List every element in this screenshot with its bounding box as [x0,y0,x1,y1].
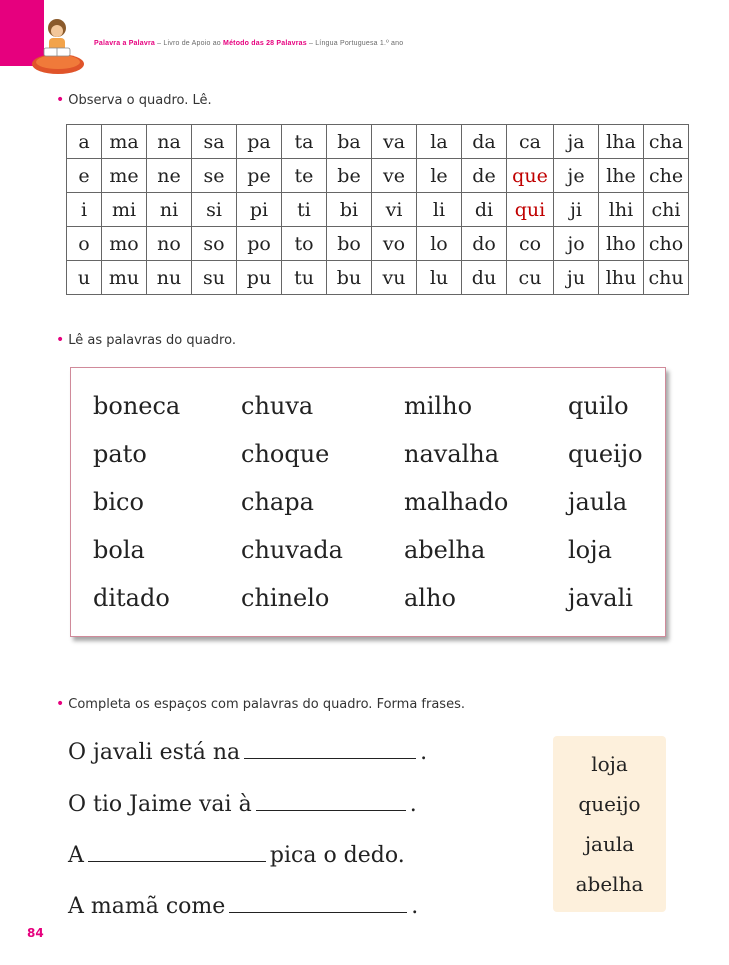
syllable-cell: lhi [599,193,644,227]
word-bank-item: loja [591,752,628,776]
instruction-complete [56,696,465,712]
instruction-table [56,92,212,108]
sentence-text: A [68,843,84,868]
word-item: chuva [241,392,314,420]
syllable-cell: va [372,125,417,159]
syllable-cell: bu [327,261,372,295]
syllable-cell: mu [102,261,147,295]
word-item: choque [241,440,330,468]
subject-grade: – Língua Portuguesa 1.º ano [306,40,404,47]
word-bank [553,736,666,912]
word-item: alho [404,584,456,612]
syllable-cell: to [282,227,327,261]
syllable-cell: lha [599,125,644,159]
syllable-cell: ji [554,193,599,227]
syllable-cell: le [417,159,462,193]
book-subtitle: – Livro de Apoio ao [155,40,224,47]
word-item: malhado [404,488,509,516]
syllable-cell: che [644,159,689,193]
word-item: chuvada [241,536,343,564]
word-box [70,367,666,637]
syllable-cell: be [327,159,372,193]
sentence-text: . [411,894,419,919]
sentence-text: . [420,740,428,765]
syllable-cell: e [67,159,102,193]
syllable-cell: me [102,159,147,193]
syllable-cell: po [237,227,282,261]
syllable-row [67,193,689,227]
sentence-2 [68,792,417,817]
syllable-cell: lhe [599,159,644,193]
syllable-cell: tu [282,261,327,295]
word-item: boneca [93,392,181,420]
syllable-cell: lho [599,227,644,261]
instruction-words-text: Lê as palavras do quadro. [68,333,236,348]
syllable-cell: u [67,261,102,295]
word-bank-item: abelha [575,872,644,896]
syllable-cell: ne [147,159,192,193]
syllable-cell: cho [644,227,689,261]
word-item: pato [93,440,147,468]
word-item: queijo [568,440,643,468]
syllable-cell: chi [644,193,689,227]
word-item: chapa [241,488,314,516]
syllable-cell: su [192,261,237,295]
word-bank-item: jaula [584,832,635,856]
syllable-cell: pi [237,193,282,227]
syllable-cell: di [462,193,507,227]
syllable-cell: lo [417,227,462,261]
sentence-text: O javali está na [68,740,241,765]
syllable-row [67,159,689,193]
syllable-cell: cu [507,261,554,295]
syllable-cell: lu [417,261,462,295]
syllable-cell: mo [102,227,147,261]
syllable-cell: sa [192,125,237,159]
word-bank-item: queijo [578,792,641,816]
word-item: bico [93,488,144,516]
instruction-table-text: Observa o quadro. Lê. [68,93,212,108]
syllable-cell: no [147,227,192,261]
syllable-cell: que [507,159,554,193]
syllable-cell: nu [147,261,192,295]
syllable-cell: pa [237,125,282,159]
book-title: Palavra a Palavra [94,40,156,47]
syllable-cell: da [462,125,507,159]
word-item: javali [568,584,633,612]
syllable-cell: se [192,159,237,193]
syllable-row [67,125,689,159]
syllable-cell: a [67,125,102,159]
answer-blank[interactable] [244,757,416,759]
syllable-cell: ju [554,261,599,295]
word-item: chinelo [241,584,330,612]
syllable-cell: ni [147,193,192,227]
sentence-text: A mamã come [68,894,226,919]
syllable-cell: jo [554,227,599,261]
sentence-4 [68,894,418,919]
page-header [94,40,403,47]
page-number: 84 [27,926,44,940]
syllable-cell: si [192,193,237,227]
bullet-icon: • [56,696,65,712]
answer-blank[interactable] [229,911,407,913]
sentence-3 [68,843,405,868]
syllable-cell: ma [102,125,147,159]
syllable-cell: pu [237,261,282,295]
syllable-cell: pe [237,159,282,193]
syllable-row [67,227,689,261]
syllable-cell: vu [372,261,417,295]
syllable-cell: je [554,159,599,193]
syllable-cell: ta [282,125,327,159]
word-item: loja [568,536,612,564]
syllable-cell: vo [372,227,417,261]
syllable-cell: qui [507,193,554,227]
answer-blank[interactable] [256,809,406,811]
instruction-words [56,332,236,348]
syllable-cell: lhu [599,261,644,295]
syllable-cell: ve [372,159,417,193]
sentence-text: O tio Jaime vai à [68,792,252,817]
syllable-cell: chu [644,261,689,295]
syllable-cell: ca [507,125,554,159]
syllable-cell: do [462,227,507,261]
word-item: jaula [568,488,628,516]
syllable-cell: ba [327,125,372,159]
syllable-cell: na [147,125,192,159]
syllable-cell: i [67,193,102,227]
instruction-complete-text: Completa os espaços com palavras do quadro. Forma frases. [68,697,465,712]
syllable-cell: vi [372,193,417,227]
word-item: milho [404,392,473,420]
syllable-cell: bo [327,227,372,261]
syllable-cell: li [417,193,462,227]
syllable-cell: co [507,227,554,261]
syllable-cell: de [462,159,507,193]
word-item: navalha [404,440,500,468]
bullet-icon: • [56,332,65,348]
reading-child-logo-icon [30,14,86,76]
syllable-cell: ti [282,193,327,227]
sentence-1 [68,740,427,765]
syllable-cell: ja [554,125,599,159]
word-item: bola [93,536,145,564]
method-title: Método das 28 Palavras [223,40,307,47]
word-item: abelha [404,536,486,564]
syllable-row [67,261,689,295]
sentence-text: . [409,792,417,817]
syllable-cell: cha [644,125,689,159]
bullet-icon: • [56,92,65,108]
syllable-cell: so [192,227,237,261]
syllable-cell: te [282,159,327,193]
syllable-cell: la [417,125,462,159]
sentence-text: pica o dedo. [269,843,405,868]
word-item: ditado [93,584,170,612]
syllable-cell: o [67,227,102,261]
syllable-table [66,124,689,295]
syllable-cell: bi [327,193,372,227]
syllable-cell: du [462,261,507,295]
word-item: quilo [568,392,629,420]
syllable-cell: mi [102,193,147,227]
answer-blank[interactable] [88,860,266,862]
